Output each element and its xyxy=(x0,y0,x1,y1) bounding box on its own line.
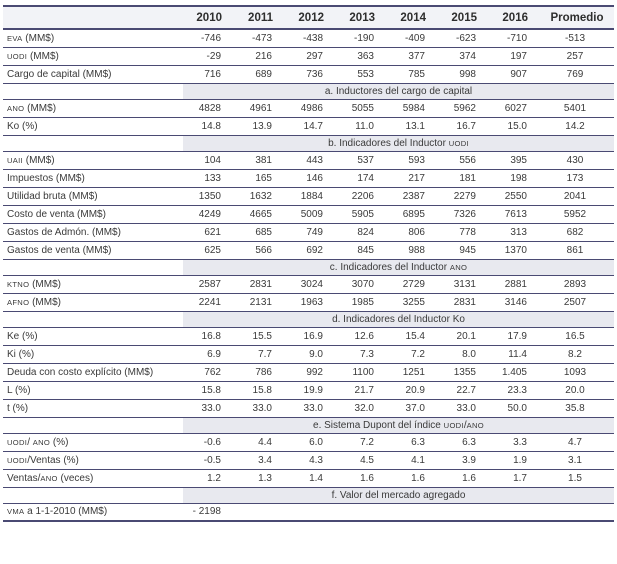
cell-value: -409 xyxy=(387,29,438,47)
cell-value: 16.9 xyxy=(285,327,336,345)
cell-value: 1.405 xyxy=(489,363,540,381)
row-label xyxy=(3,117,183,135)
cell-value: 621 xyxy=(183,223,234,241)
cell-value: 381 xyxy=(234,151,285,169)
section-row xyxy=(3,311,614,327)
row-label xyxy=(3,381,183,399)
label-text: / xyxy=(27,436,33,448)
table-row xyxy=(3,65,614,83)
cell-value: 824 xyxy=(336,223,387,241)
cell-value: 13.9 xyxy=(234,117,285,135)
cell-value: 1.6 xyxy=(387,469,438,487)
row-label xyxy=(3,99,183,117)
cell-value: 1100 xyxy=(336,363,387,381)
label-text: / xyxy=(463,419,467,431)
column-header-year: 2011 xyxy=(234,6,285,29)
cell-value: -710 xyxy=(489,29,540,47)
cell-value: 5962 xyxy=(438,99,489,117)
label-text: Cargo de capital (MM$) xyxy=(7,68,112,80)
section-title xyxy=(183,135,614,151)
section-row xyxy=(3,487,614,503)
acronym-text: VMA xyxy=(7,507,25,517)
cell-value: 6.3 xyxy=(387,433,438,451)
cell-value-promedio xyxy=(540,503,614,521)
header-row xyxy=(3,6,614,29)
cell-value: 4.1 xyxy=(387,451,438,469)
cell-value: 37.0 xyxy=(387,399,438,417)
section-row-spacer xyxy=(3,135,183,151)
cell-value: 1350 xyxy=(183,187,234,205)
cell-value: 2881 xyxy=(489,275,540,293)
cell-value: 32.0 xyxy=(336,399,387,417)
cell-value-promedio: 16.5 xyxy=(540,327,614,345)
acronym-text: ANO xyxy=(449,262,468,272)
cell-value: 4665 xyxy=(234,205,285,223)
cell-value: 14.7 xyxy=(285,117,336,135)
cell-value-promedio: 257 xyxy=(540,47,614,65)
cell-value: 363 xyxy=(336,47,387,65)
cell-value-promedio: 5952 xyxy=(540,205,614,223)
row-label xyxy=(3,293,183,311)
cell-value: 21.7 xyxy=(336,381,387,399)
cell-value: -473 xyxy=(234,29,285,47)
label-text: Impuestos (MM$) xyxy=(7,172,85,184)
cell-value: 3070 xyxy=(336,275,387,293)
cell-value: 907 xyxy=(489,65,540,83)
section-row-spacer xyxy=(3,487,183,503)
cell-value-promedio: 1093 xyxy=(540,363,614,381)
cell-value: 7.3 xyxy=(336,345,387,363)
table-row xyxy=(3,345,614,363)
cell-value: 7.2 xyxy=(336,433,387,451)
cell-value: 1355 xyxy=(438,363,489,381)
cell-value: -746 xyxy=(183,29,234,47)
cell-value: 692 xyxy=(285,241,336,259)
table-row xyxy=(3,223,614,241)
cell-value: 786 xyxy=(234,363,285,381)
cell-value: 50.0 xyxy=(489,399,540,417)
label-text: (MM$) xyxy=(24,102,57,114)
cell-value: 3131 xyxy=(438,275,489,293)
cell-value: 9.0 xyxy=(285,345,336,363)
row-label xyxy=(3,503,183,521)
label-text: b. Indicadores del Inductor xyxy=(328,137,449,149)
section-title xyxy=(183,83,614,99)
row-label xyxy=(3,223,183,241)
table-row xyxy=(3,363,614,381)
column-header-year: 2010 xyxy=(183,6,234,29)
row-label xyxy=(3,169,183,187)
table-row xyxy=(3,187,614,205)
cell-value-promedio: 2507 xyxy=(540,293,614,311)
cell-value: -190 xyxy=(336,29,387,47)
cell-value-promedio: 3.1 xyxy=(540,451,614,469)
table-row xyxy=(3,275,614,293)
cell-value: 5984 xyxy=(387,99,438,117)
cell-value: 22.7 xyxy=(438,381,489,399)
row-label xyxy=(3,363,183,381)
label-text: Gastos de Admón. (MM$) xyxy=(7,226,121,238)
row-label xyxy=(3,433,183,451)
table-row xyxy=(3,99,614,117)
cell-value-promedio: 1.5 xyxy=(540,469,614,487)
cell-value: 1.9 xyxy=(489,451,540,469)
cell-value: - 2198 xyxy=(183,503,234,521)
cell-value: 12.6 xyxy=(336,327,387,345)
cell-value: 3.3 xyxy=(489,433,540,451)
cell-value-promedio: 14.2 xyxy=(540,117,614,135)
cell-value: 1.2 xyxy=(183,469,234,487)
acronym-text: ANO xyxy=(466,420,484,430)
column-header-year: 2012 xyxy=(285,6,336,29)
section-row xyxy=(3,83,614,99)
financial-indicators-table-container xyxy=(3,5,614,522)
cell-value: 2831 xyxy=(234,275,285,293)
cell-value xyxy=(336,503,387,521)
label-text: Ki (%) xyxy=(7,348,35,360)
acronym-text: AFNO xyxy=(7,297,30,307)
cell-value-promedio: 20.0 xyxy=(540,381,614,399)
table-row xyxy=(3,327,614,345)
cell-value-promedio: 4.7 xyxy=(540,433,614,451)
cell-value: 4986 xyxy=(285,99,336,117)
label-text: Ke (%) xyxy=(7,330,38,342)
cell-value: 16.7 xyxy=(438,117,489,135)
cell-value: -623 xyxy=(438,29,489,47)
cell-value: 736 xyxy=(285,65,336,83)
table-row xyxy=(3,151,614,169)
section-row-spacer xyxy=(3,311,183,327)
label-text: (MM$) xyxy=(22,32,55,44)
cell-value: 2131 xyxy=(234,293,285,311)
cell-value: 4828 xyxy=(183,99,234,117)
label-text: Ventas/ xyxy=(7,472,41,484)
cell-value: 15.8 xyxy=(234,381,285,399)
row-label xyxy=(3,29,183,47)
acronym-text: KTNO xyxy=(7,279,30,289)
cell-value: 625 xyxy=(183,241,234,259)
label-text: Gastos de venta (MM$) xyxy=(7,244,112,256)
cell-value: 5055 xyxy=(336,99,387,117)
cell-value: 4.5 xyxy=(336,451,387,469)
acronym-text: ANO xyxy=(32,437,51,447)
cell-value: 20.1 xyxy=(438,327,489,345)
acronym-text: UODI xyxy=(7,437,28,447)
cell-value: 845 xyxy=(336,241,387,259)
cell-value: 566 xyxy=(234,241,285,259)
cell-value xyxy=(234,503,285,521)
label-text: (MM$) xyxy=(22,154,55,166)
cell-value: 6027 xyxy=(489,99,540,117)
section-row-spacer xyxy=(3,259,183,275)
cell-value: 785 xyxy=(387,65,438,83)
label-text: Utilidad bruta (MM$) xyxy=(7,190,98,202)
cell-value: 33.0 xyxy=(438,399,489,417)
cell-value: 1370 xyxy=(489,241,540,259)
cell-value: 556 xyxy=(438,151,489,169)
cell-value-promedio: 682 xyxy=(540,223,614,241)
cell-value: 4.3 xyxy=(285,451,336,469)
cell-value: 1985 xyxy=(336,293,387,311)
cell-value: 3146 xyxy=(489,293,540,311)
cell-value: 374 xyxy=(438,47,489,65)
cell-value: 2279 xyxy=(438,187,489,205)
cell-value: 1.6 xyxy=(438,469,489,487)
cell-value: 5009 xyxy=(285,205,336,223)
cell-value: 7.2 xyxy=(387,345,438,363)
cell-value: 1251 xyxy=(387,363,438,381)
cell-value: 1632 xyxy=(234,187,285,205)
row-label xyxy=(3,187,183,205)
cell-value xyxy=(438,503,489,521)
cell-value: 988 xyxy=(387,241,438,259)
cell-value: 3024 xyxy=(285,275,336,293)
row-label xyxy=(3,399,183,417)
cell-value: 806 xyxy=(387,223,438,241)
cell-value: 2241 xyxy=(183,293,234,311)
section-title xyxy=(183,311,614,327)
cell-value-promedio: 2041 xyxy=(540,187,614,205)
cell-value: 1.7 xyxy=(489,469,540,487)
cell-value: 23.3 xyxy=(489,381,540,399)
label-text: Ko (%) xyxy=(7,120,38,132)
row-label xyxy=(3,47,183,65)
cell-value: 945 xyxy=(438,241,489,259)
acronym-text: EVA xyxy=(7,33,23,43)
cell-value: 1884 xyxy=(285,187,336,205)
acronym-text: ANO xyxy=(40,473,58,483)
section-row-spacer xyxy=(3,83,183,99)
acronym-text: ANO xyxy=(7,103,25,113)
cell-value: 377 xyxy=(387,47,438,65)
cell-value-promedio: 430 xyxy=(540,151,614,169)
acronym-text: UODI xyxy=(7,455,28,465)
label-text: (veces) xyxy=(57,472,94,484)
table-row xyxy=(3,293,614,311)
row-label xyxy=(3,205,183,223)
label-text: f. Valor del mercado agregado xyxy=(331,489,466,501)
cell-value: 13.1 xyxy=(387,117,438,135)
cell-value: 146 xyxy=(285,169,336,187)
cell-value: 181 xyxy=(438,169,489,187)
table-row xyxy=(3,433,614,451)
cell-value: 762 xyxy=(183,363,234,381)
table-row xyxy=(3,47,614,65)
cell-value: 3255 xyxy=(387,293,438,311)
cell-value-promedio: 8.2 xyxy=(540,345,614,363)
row-label xyxy=(3,345,183,363)
table-row xyxy=(3,117,614,135)
table-row xyxy=(3,241,614,259)
table-row xyxy=(3,503,614,521)
cell-value: 553 xyxy=(336,65,387,83)
cell-value: 2550 xyxy=(489,187,540,205)
cell-value-promedio: 769 xyxy=(540,65,614,83)
row-label xyxy=(3,327,183,345)
label-text: (MM$) xyxy=(27,50,59,62)
cell-value: 7.7 xyxy=(234,345,285,363)
cell-value: -29 xyxy=(183,47,234,65)
cell-value-promedio: -513 xyxy=(540,29,614,47)
cell-value-promedio: 35.8 xyxy=(540,399,614,417)
column-header-year: 2013 xyxy=(336,6,387,29)
acronym-text: UODI xyxy=(448,138,469,148)
cell-value: 4961 xyxy=(234,99,285,117)
cell-value: 33.0 xyxy=(285,399,336,417)
label-text: c. Indicadores del Inductor xyxy=(329,261,450,273)
section-row xyxy=(3,417,614,433)
table-row xyxy=(3,205,614,223)
row-label xyxy=(3,65,183,83)
cell-value: 4.4 xyxy=(234,433,285,451)
cell-value: 778 xyxy=(438,223,489,241)
section-row xyxy=(3,259,614,275)
cell-value: 15.4 xyxy=(387,327,438,345)
acronym-text: UODI xyxy=(443,420,464,430)
cell-value: 1.3 xyxy=(234,469,285,487)
cell-value: 1963 xyxy=(285,293,336,311)
cell-value: 11.0 xyxy=(336,117,387,135)
label-text: (%) xyxy=(50,436,69,448)
cell-value: 395 xyxy=(489,151,540,169)
header-label-column xyxy=(3,6,183,29)
label-text: a 1-1-2010 (MM$) xyxy=(24,506,108,518)
cell-value xyxy=(489,503,540,521)
cell-value: 174 xyxy=(336,169,387,187)
label-text: Costo de venta (MM$) xyxy=(7,208,106,220)
cell-value: 3.4 xyxy=(234,451,285,469)
cell-value: 7613 xyxy=(489,205,540,223)
row-label xyxy=(3,151,183,169)
cell-value: 198 xyxy=(489,169,540,187)
label-text: a. Inductores del cargo de capital xyxy=(324,85,473,97)
cell-value: 15.0 xyxy=(489,117,540,135)
cell-value: 716 xyxy=(183,65,234,83)
cell-value: 313 xyxy=(489,223,540,241)
row-label xyxy=(3,451,183,469)
table-row xyxy=(3,399,614,417)
cell-value: 4249 xyxy=(183,205,234,223)
cell-value-promedio: 2893 xyxy=(540,275,614,293)
cell-value: -438 xyxy=(285,29,336,47)
cell-value: 20.9 xyxy=(387,381,438,399)
cell-value: 17.9 xyxy=(489,327,540,345)
cell-value xyxy=(285,503,336,521)
table-row xyxy=(3,469,614,487)
section-title xyxy=(183,417,614,433)
cell-value: 6.0 xyxy=(285,433,336,451)
cell-value: 593 xyxy=(387,151,438,169)
section-row xyxy=(3,135,614,151)
cell-value: 3.9 xyxy=(438,451,489,469)
cell-value: -0.6 xyxy=(183,433,234,451)
cell-value: 6.9 xyxy=(183,345,234,363)
cell-value: 6895 xyxy=(387,205,438,223)
cell-value: 16.8 xyxy=(183,327,234,345)
label-text: t (%) xyxy=(7,402,29,414)
financial-indicators-table xyxy=(3,5,614,522)
column-header-year: 2016 xyxy=(489,6,540,29)
cell-value: 992 xyxy=(285,363,336,381)
cell-value: 297 xyxy=(285,47,336,65)
cell-value xyxy=(387,503,438,521)
cell-value: 197 xyxy=(489,47,540,65)
cell-value: 2587 xyxy=(183,275,234,293)
cell-value: 749 xyxy=(285,223,336,241)
column-header-year: 2014 xyxy=(387,6,438,29)
table-row xyxy=(3,29,614,47)
cell-value: 1.6 xyxy=(336,469,387,487)
cell-value: 537 xyxy=(336,151,387,169)
cell-value: 216 xyxy=(234,47,285,65)
cell-value: 165 xyxy=(234,169,285,187)
cell-value: 217 xyxy=(387,169,438,187)
row-label xyxy=(3,241,183,259)
section-row-spacer xyxy=(3,417,183,433)
table-row xyxy=(3,381,614,399)
cell-value: 5905 xyxy=(336,205,387,223)
label-text: (MM$) xyxy=(29,278,61,290)
label-text: d. Indicadores del Inductor Ko xyxy=(332,313,465,325)
cell-value: -0.5 xyxy=(183,451,234,469)
cell-value: 104 xyxy=(183,151,234,169)
column-header-promedio: Promedio xyxy=(540,6,614,29)
cell-value: 2729 xyxy=(387,275,438,293)
acronym-text: UAII xyxy=(7,155,23,165)
cell-value: 33.0 xyxy=(234,399,285,417)
cell-value: 133 xyxy=(183,169,234,187)
cell-value: 998 xyxy=(438,65,489,83)
cell-value: 2831 xyxy=(438,293,489,311)
cell-value: 6.3 xyxy=(438,433,489,451)
cell-value-promedio: 173 xyxy=(540,169,614,187)
label-text: L (%) xyxy=(7,384,31,396)
cell-value: 33.0 xyxy=(183,399,234,417)
table-row xyxy=(3,169,614,187)
cell-value: 15.8 xyxy=(183,381,234,399)
label-text: (MM$) xyxy=(29,296,61,308)
section-title xyxy=(183,487,614,503)
label-text: Deuda con costo explícito (MM$) xyxy=(7,366,154,378)
table-row xyxy=(3,451,614,469)
cell-value: 689 xyxy=(234,65,285,83)
section-title xyxy=(183,259,614,275)
cell-value: 14.8 xyxy=(183,117,234,135)
cell-value: 7326 xyxy=(438,205,489,223)
cell-value: 2206 xyxy=(336,187,387,205)
cell-value: 8.0 xyxy=(438,345,489,363)
cell-value: 685 xyxy=(234,223,285,241)
acronym-text: UODI xyxy=(7,51,28,61)
cell-value: 11.4 xyxy=(489,345,540,363)
column-header-year: 2015 xyxy=(438,6,489,29)
cell-value: 19.9 xyxy=(285,381,336,399)
row-label xyxy=(3,469,183,487)
label-text: /Ventas (%) xyxy=(27,454,79,466)
cell-value: 2387 xyxy=(387,187,438,205)
cell-value-promedio: 5401 xyxy=(540,99,614,117)
cell-value: 1.4 xyxy=(285,469,336,487)
row-label xyxy=(3,275,183,293)
cell-value-promedio: 861 xyxy=(540,241,614,259)
cell-value: 15.5 xyxy=(234,327,285,345)
label-text: e. Sistema Dupont del índice xyxy=(313,419,444,431)
cell-value: 443 xyxy=(285,151,336,169)
